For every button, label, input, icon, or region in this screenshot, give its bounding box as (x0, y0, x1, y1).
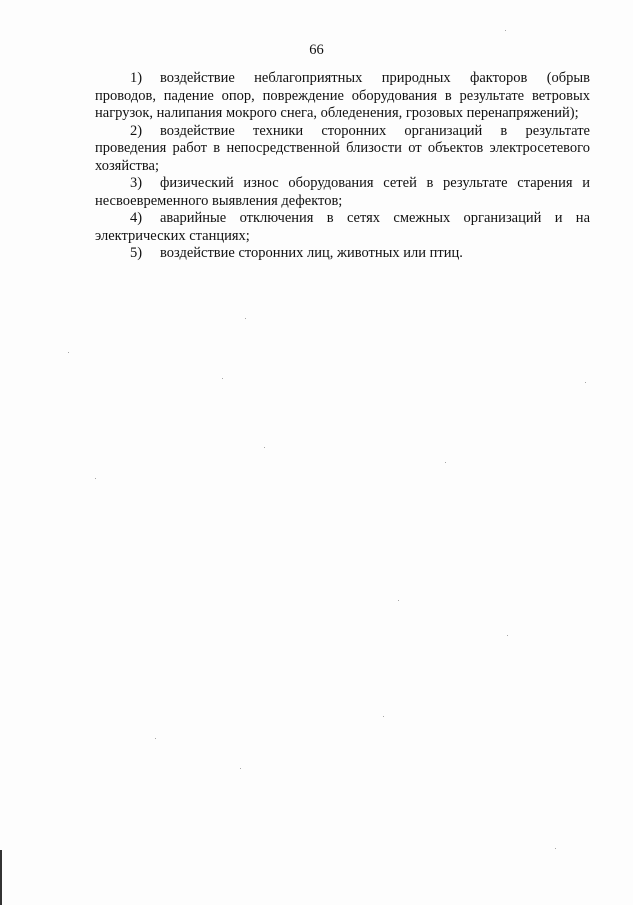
list-item-text: аварийные отключения в сетях смежных организаций и на электрических станциях; (95, 210, 590, 244)
list-item-number: 4) (130, 210, 143, 226)
list-item-number: 2) (130, 122, 143, 139)
scan-speck (445, 462, 446, 463)
scan-edge-mark (0, 850, 2, 905)
list-item-number: 3) (130, 175, 143, 191)
scan-speck (155, 738, 156, 739)
list-item-text: воздействие техники сторонних организаций в результате проведения работ в непосредственной близости от объектов электросетевого хозяйства; (95, 122, 590, 174)
scan-speck (245, 318, 246, 319)
scan-speck (240, 768, 241, 769)
list-item-text: воздействие неблагоприятных природных факторов (обрыв проводов, падение опор, повреждение оборудования в результате ветровых нагрузок, налипания мокрого снега, обледенения, грозовых перенапряжений); (95, 70, 590, 121)
scan-speck (505, 30, 506, 31)
list-item (95, 70, 590, 123)
scan-speck (264, 447, 265, 448)
list-item (95, 210, 590, 245)
list-item (95, 175, 590, 210)
list-item (95, 123, 590, 176)
page-number: 66 (309, 42, 324, 58)
scan-speck (507, 635, 508, 636)
list-item-number: 1) (130, 70, 143, 86)
list-item-text: воздействие сторонних лиц, животных или птиц. (160, 245, 463, 261)
scan-speck (383, 716, 384, 717)
scan-speck (222, 378, 223, 379)
scan-speck (585, 382, 586, 383)
scan-speck (95, 478, 96, 479)
list-item-text: физический износ оборудования сетей в результате старения и несвоевременного выявления дефектов; (95, 175, 590, 209)
document-body (95, 70, 590, 263)
scan-speck (555, 848, 556, 849)
scan-speck (68, 352, 69, 353)
list-item (95, 245, 590, 263)
list-item-number: 5) (130, 245, 143, 261)
scan-speck (398, 600, 399, 601)
